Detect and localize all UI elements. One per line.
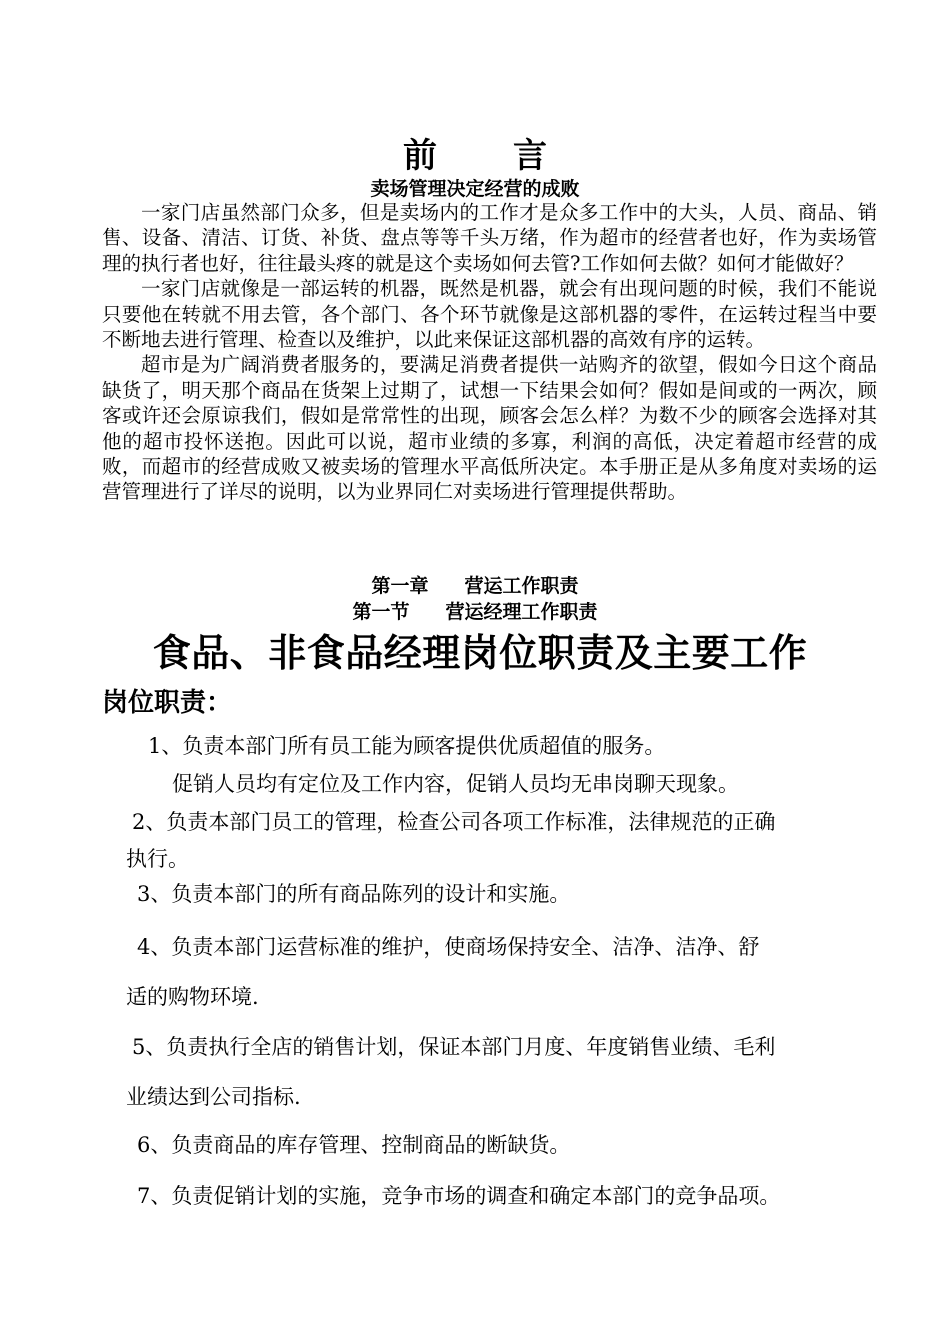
chapter-name: 营运工作职责: [464, 575, 579, 597]
duty-item-4-cont: 适的购物环境.: [126, 985, 259, 1009]
duty-heading: 岗位职责：: [102, 688, 233, 718]
duty-item-7: 7、负责促销计划的实施，竞争市场的调查和确定本部门的竞争品项。: [137, 1184, 781, 1208]
main-title: 食品、非食品经理岗位职责及主要工作: [152, 630, 808, 675]
duty-item-1-note: 促销人员均有定位及工作内容，促销人员均无串岗聊天现象。: [172, 772, 739, 796]
chapter-number: 第一章: [371, 575, 429, 597]
duty-item-5-cont: 业绩达到公司指标.: [126, 1085, 301, 1109]
intro-paragraph-2: 一家门店就像是一部运转的机器，既然是机器，就会有出现问题的时候，我们不能说只要他在转就不用去管，各个部门、各个环节就像是这部机器的零件，在运转过程当中要不断地去进行管理、检查以及维护，以此来保证这部机器的高效有序的运转。: [102, 277, 877, 352]
duty-item-2: 2、负责本部门员工的管理，检查公司各项工作标准，法律规范的正确: [132, 810, 776, 834]
duty-item-2-cont: 执行。: [126, 847, 189, 871]
chapter-heading: [0, 571, 950, 598]
duty-item-6: 6、负责商品的库存管理、控制商品的断缺货。: [137, 1133, 571, 1157]
intro-paragraph-3: 超市是为广阔消费者服务的，要满足消费者提供一站购齐的欲望，假如今日这个商品缺货了，明天那个商品在货架上过期了，试想一下结果会如何？假如是间或的一两次，顾客或许还会原谅我们，假如是常常性的出现，顾客会怎么样？为数不少的顾客会选择对其他的超市投怀送抱。因此可以说，超市业绩的多寡，利润的高低，决定着超市经营的成败，而超市的经营成败又被卖场的管理水平高低所决定。本手册正是从多角度对卖场的运营管理进行了详尽的说明，以为业界同仁对卖场进行管理提供帮助。: [102, 353, 877, 504]
duty-item-1: 1、负责本部门所有员工能为顾客提供优质超值的服务。: [148, 734, 666, 758]
preface-title-char-2: 言: [513, 136, 547, 176]
preface-title: [0, 128, 950, 177]
duty-item-3: 3、负责本部门的所有商品陈列的设计和实施。: [137, 882, 571, 906]
intro-body: [102, 200, 877, 505]
section-heading: [0, 597, 950, 624]
preface-subtitle: 卖场管理决定经营的成败: [370, 178, 580, 200]
duty-item-4: 4、负责本部门运营标准的维护，使商场保持安全、洁净、洁净、舒: [137, 935, 760, 959]
section-name: 营运经理工作职责: [445, 601, 598, 623]
duty-item-5: 5、负责执行全店的销售计划，保证本部门月度、年度销售业绩、毛利: [132, 1035, 776, 1059]
intro-paragraph-1: 一家门店虽然部门众多，但是卖场内的工作才是众多工作中的大头，人员、商品、销售、设备、清洁、订货、补货、盘点等等千头万绪，作为超市的经营者也好，作为卖场管理的执行者也好，往往最头疼的就是这个卖场如何去管?工作如何去做？如何才能做好？: [102, 201, 877, 275]
section-number: 第一节: [352, 601, 410, 623]
preface-title-char-1: 前: [403, 136, 437, 176]
